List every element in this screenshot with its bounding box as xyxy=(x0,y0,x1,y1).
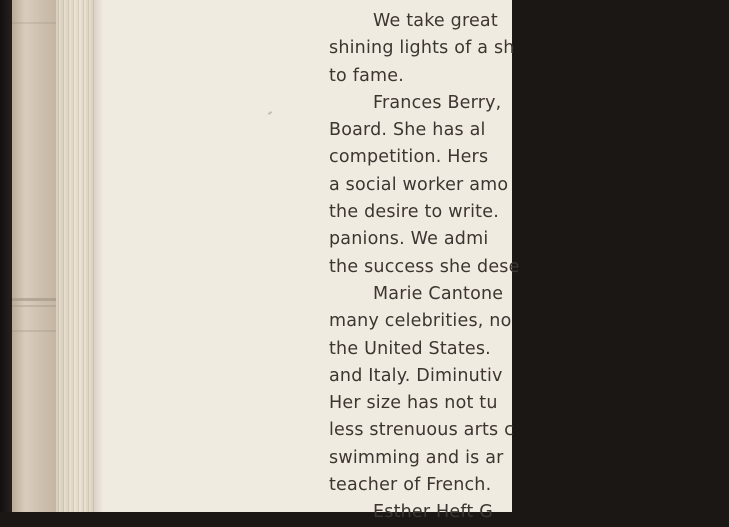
spine-tear xyxy=(12,22,56,24)
text-line: shining lights of a sh xyxy=(329,38,515,59)
spine-tear xyxy=(12,305,56,307)
text-line: Esther Heft G xyxy=(373,502,494,523)
text-line: teacher of French. xyxy=(329,475,492,496)
page-text xyxy=(329,8,729,527)
text-line: to fame. xyxy=(329,65,404,86)
text-line: panions. We admi xyxy=(329,229,489,250)
text-line: and Italy. Diminutiv xyxy=(329,365,503,386)
text-line: the desire to write. xyxy=(329,202,499,223)
text-line: a social worker amo xyxy=(329,174,509,195)
spine-tear xyxy=(12,330,56,332)
text-line: the success she dese xyxy=(329,256,520,277)
gutter-shadow xyxy=(94,0,104,512)
text-line: less strenuous arts c xyxy=(329,420,514,441)
text-line: Her size has not tu xyxy=(329,393,498,414)
page-edges-shade xyxy=(56,0,94,512)
text-line: We take great xyxy=(373,11,498,31)
book-spine xyxy=(12,0,57,512)
text-line: swimming and is ar xyxy=(329,447,504,468)
text-line: Marie Cantone xyxy=(373,283,504,304)
text-line: competition. Hers xyxy=(329,147,489,168)
text-line: many celebrities, no xyxy=(329,311,512,332)
text-line: Frances Berry, xyxy=(373,92,502,113)
spine-tear xyxy=(12,298,56,301)
text-line: the United States. xyxy=(329,338,491,359)
text-line: Board. She has al xyxy=(329,120,486,141)
